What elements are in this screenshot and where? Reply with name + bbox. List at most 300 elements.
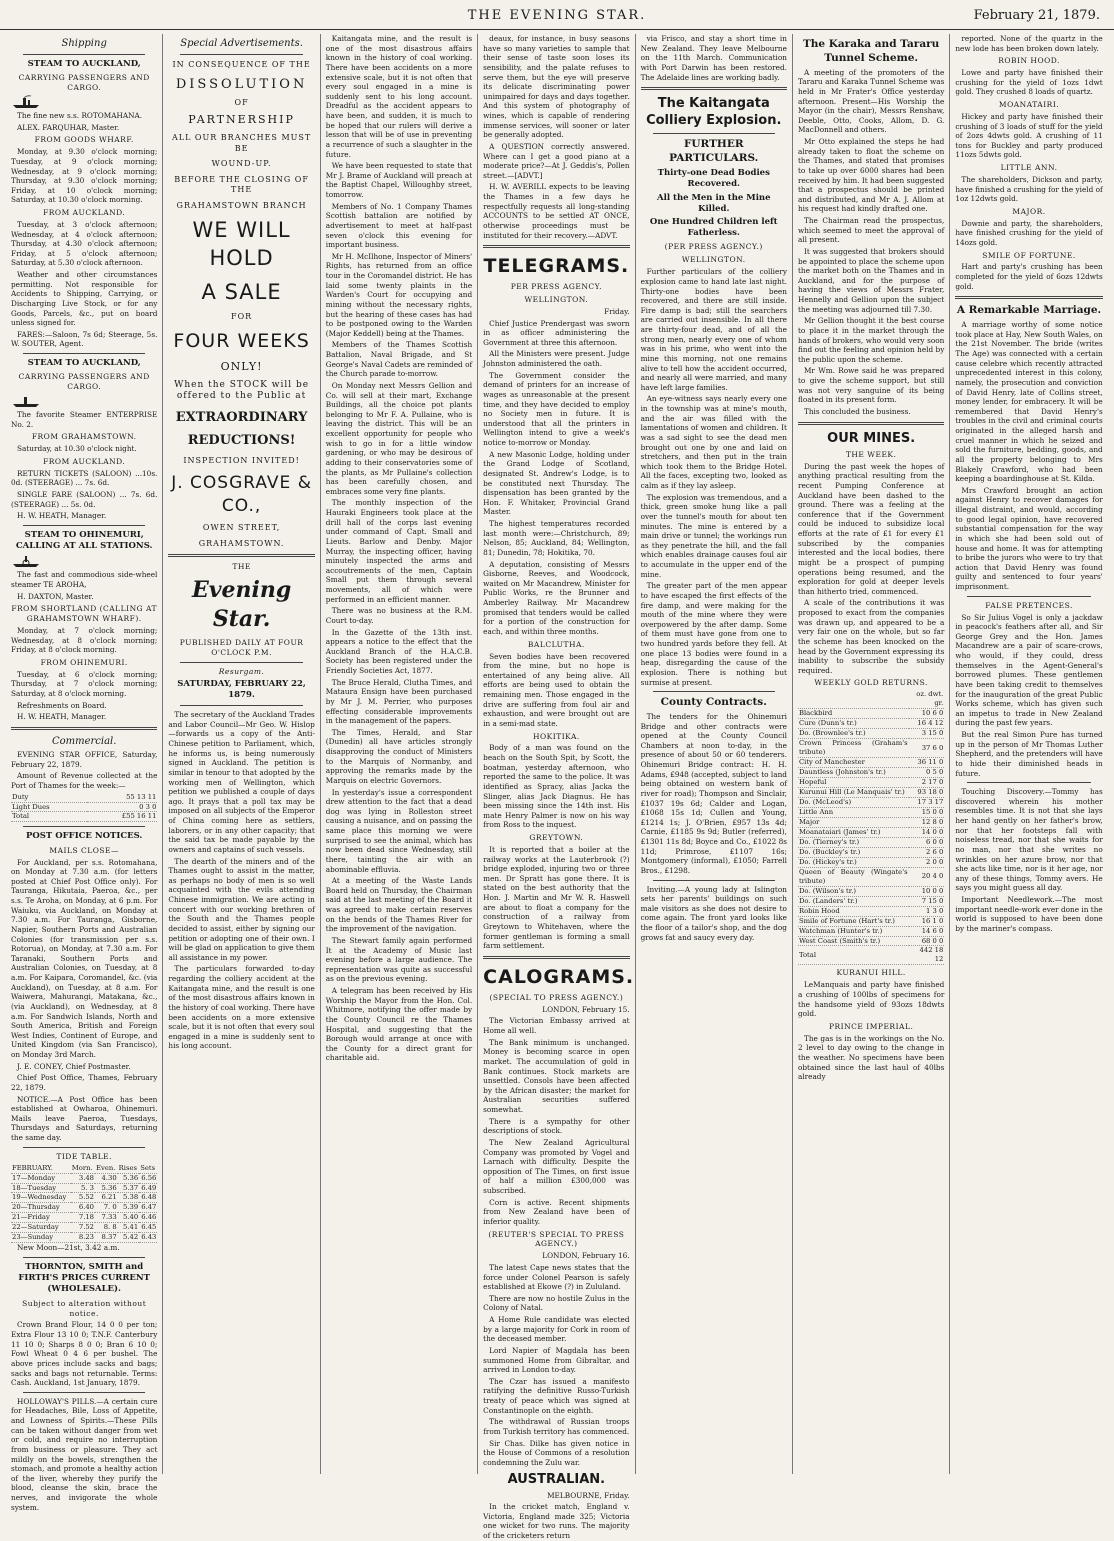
ad-from: FROM AUCKLAND. — [43, 208, 126, 218]
news-paragraph: Downie and party, the shareholders, have finished crushing for the yield of 14ozs gold. — [955, 218, 1103, 247]
divider — [483, 245, 629, 248]
news-paragraph: In the Gazette of the 13th inst. appears a notice to the effect that the Auckland Branch of the H.A.C.B. Society has been registered under the Friendly Societies Act, 1877. — [325, 627, 473, 675]
cable-item: Corn is active. Recent shipments from New Zealand have been of inferior quality. — [483, 1197, 630, 1226]
col-header: oz. dwt. gr. — [909, 690, 945, 708]
ad-times: Monday, at 7 o'clock morning; Wednesday, at 8 o'clock morning; Friday, at 8 o'clock morning. — [11, 625, 158, 655]
table-cell: 20—Thursday — [11, 1203, 71, 1213]
telegram-item: A deputation, consisting of Messrs Gisborne, Reeves, and Woodcock, waited on Mr Macandrew, Minister for Public Works, re the Brunner and Amberley Railway. Mr Macandrew promised that tenders would be called for a portion of the construction for each, and within three months. — [483, 559, 630, 636]
telegram-item: All the Ministers were present. Judge Johnston administered the oath. — [483, 349, 630, 369]
mine-name: Dauntless (Johnston's tr.) — [798, 768, 909, 778]
telegrams-heading: TELEGRAMS. — [483, 255, 630, 278]
table-row — [798, 739, 944, 758]
row-value: 442 18 12 — [909, 946, 945, 965]
divider — [967, 782, 1090, 783]
cable-item: There are now no hostile Zulus in the Colony of Natal. — [483, 1293, 630, 1313]
table-row — [798, 916, 944, 926]
mine-name: Major — [798, 817, 909, 827]
table-row — [798, 797, 944, 807]
ad-line: EXTRAORDINARY — [175, 410, 308, 426]
table-row — [11, 1233, 157, 1243]
cable-item: Sir Chas. Dilke has given notice in the House of Commons of a resolution condemning the Zulu war. — [483, 1438, 630, 1467]
news-paragraph: A marriage worthy of some notice took place at Hay, New South Wales, on the 21st November. The bride (writes The Age) was connected with a certain cause celebre which recently attracted unprecedented interest in this colony, namely, the prosecution and conviction of David Henry, late of Collins street, money lender, for embracery. It will be remembered that David Henry's troubles in the civil and criminal courts originated in the alleged harsh and cruel manner in which he seized and sold the furniture, bedding, goods, and all the property belonging to Mrs Blakely Crawford, who had been keeping a boardinghouse at St. Kilda. — [955, 320, 1103, 484]
telegrams-place: WELLINGTON. — [524, 295, 589, 305]
ad-head: STEAM TO AUCKLAND, — [27, 59, 141, 70]
mine-name: Kurunui Hill (Le Manquais' tr.) — [798, 787, 909, 797]
ad-line: REDUCTIONS! — [187, 433, 296, 449]
table-cell: 5.39 — [118, 1203, 140, 1213]
col-header: FEBRUARY. — [11, 1164, 71, 1173]
telegrams-day: Friday. — [604, 306, 630, 316]
ad-line: BEFORE THE CLOSING OF THE — [174, 174, 309, 195]
table-row — [798, 847, 944, 857]
news-paragraph: deaux, for instance, in busy seasons have so many varieties to sample that their sense of taste soon loses its sensibility, and the palate refuses to serve them, but the eye will preserve its delicate discriminating power unimpaired for days and days together. And this system of photography of wines, which is capable of rendering immense services, will sooner or later be generally adopted. — [483, 34, 630, 140]
table-cell: 7. 0 — [95, 1203, 118, 1213]
telegram-item: The highest temperatures recorded last month were:—Christchurch, 89; Nelson, 85; Auckland, 84; Wellington, 81; Dunedin, 78; Hokitika, 70. — [483, 519, 630, 557]
col-header: Rises — [118, 1164, 140, 1173]
table-cell: 8. 8 — [95, 1223, 118, 1233]
table-cell: 5.38 — [118, 1193, 140, 1203]
page-header — [0, 0, 1114, 30]
ad-line: WE WILL HOLD — [192, 218, 291, 270]
news-paragraph: Mrs Crawford brought an action against Henry to recover damages for illegal distraint, and would, according to good legal opinion, have recovered substantial compensation for the way in which she had been sold out of house and home. It was for attempting to bribe the jurors who were to try that action that David Henry was found guilty and sentenced to four years' imprisonment. — [955, 485, 1103, 592]
divider — [168, 554, 314, 557]
kaitangata-heading: The Kaitangata Colliery Explosion. — [646, 96, 782, 129]
news-paragraph: The greater part of the men appear to have escaped the first effects of the fire damp, and were making for the mouth of the mine where they were overpowered by the after damp. Some of them must have gone from one to two hundred yards before they fell. At one place 13 bodies were found in a heap, disregarding the cause of the explosion. There is nothing but surmise at present. — [640, 581, 787, 687]
column-3 — [321, 34, 478, 1474]
ad-master: ALEX. FARQUHAR, Master. — [17, 122, 120, 132]
table-cell: 7.52 — [71, 1223, 95, 1233]
table-cell: 17—Monday — [11, 1173, 71, 1183]
table-cell: 5.40 — [118, 1213, 140, 1223]
paddle-steamer-icon — [11, 554, 41, 568]
special-ads-heading: Special Advertisements. — [180, 38, 303, 49]
tide-moon: New Moon—21st, 3.42 a.m. — [17, 1243, 120, 1253]
table-row — [11, 1223, 157, 1233]
cable-item: The withdrawal of Russian troops from Turkish territory has commenced. — [483, 1417, 630, 1436]
gold-table — [798, 690, 944, 965]
ad-ship: The favorite Steamer ENTERPRISE No. 2. — [11, 410, 158, 429]
ad-from: FROM AUCKLAND. — [43, 456, 126, 466]
mine-name: West Coast (Smith's tr.) — [798, 936, 909, 946]
cable-item: The New Zealand Agricultural Company was promoted by Vogel and Larnach with difficulty. Despite the opposition of The Times, on first issue of half a million £300,000 was subscribed. — [483, 1137, 630, 1195]
ad-line: DISSOLUTION — [175, 76, 308, 92]
ad-line: A SALE — [201, 279, 282, 304]
cable-item: A Home Rule candidate was elected by a large majority for Cork in room of the deceased member. — [483, 1315, 630, 1344]
news-paragraph: Important Needlework.—The most important needle-work ever done in the world is supposed to have been done by the mariner's compass. — [955, 895, 1103, 933]
mine-heading: MAJOR. — [1012, 206, 1046, 216]
ad-line: GRAHAMSTOWN BRANCH — [176, 200, 307, 210]
shipping-ad-rotomahana — [11, 59, 157, 349]
col-header — [798, 690, 909, 708]
shipping-ad-enterprise — [11, 358, 157, 521]
news-paragraph: It was suggested that brokers should be appointed to place the scheme upon the market both on the Thames and in Auckland, and for the purpose of having the views of Messrs Frater, Hennelly and Gellion upon the subject the meeting was adjourned till 7.30. — [797, 246, 945, 314]
holloway-ad: HOLLOWAY'S PILLS.—A certain cure for Headaches, Bile, Loss of Appetite, and Lowness of Spirits.—These Pills can be taken without danger from wet or cold, and require no interruption from business or pleasure. They act mildly on the bowels, strengthen the stomach, and promote a healthy action of the liver, whereby they purify the blood, cleanse the skin, brace the nerves, and invigorate the whole system. — [11, 1396, 158, 1512]
gold-yield: 2 6 0 — [909, 847, 945, 857]
post-sign2: Chief Post Office, Thames, February 22, 1879. — [11, 1073, 158, 1092]
ad-line: OF — [234, 97, 249, 107]
table-cell: 7.33 — [95, 1213, 118, 1223]
leader-paragraph: The dearth of the miners and of the Thames ought to assist in the matter, as perhaps no body of men is so well acquainted with the evils attending Chinese immigration. We are acting in concert with our working brethren of the South and the Thames people decided to assist, either by signing our petition or adopting one of their own. I will be glad on application to give them all assistance in my power. — [168, 856, 315, 962]
news-paragraph: An eye-witness says nearly every one in the township was at mine's mouth, and the air was filled with the lamentations of women and children. It was a sad sight to see the dead men brought out one by one and laid on stretchers, and then put in the train which took them to the Bridge Hotel. All the faces, excepting two, looked as calm as if they lay asleep. — [640, 394, 787, 490]
newspaper-columns — [6, 34, 1108, 1541]
table-cell: 6.49 — [139, 1183, 157, 1193]
news-paragraph: Mr H. McIlhone, Inspector of Miners' Rights, has returned from an office tour in the Coromandel district. He has laid some twenty plaints in the Warden's Court for occupying and mining without the necessary rights, but the hearing of these cases has had to be postponed owing to the Warden (Major Keddell) being at the Thames. — [325, 251, 473, 338]
news-paragraph: A meeting of the promoters of the Tararu and Karaka Tunnel Scheme was held in Mr Frater's Office yesterday afternoon. Present—His Worship the Mayor (in the chair), Messrs Renshaw, Deeble, Otto, Cooks, Allom, D. G. MacDonnell and others. — [797, 67, 945, 135]
star-motto: Resurgam. — [218, 666, 265, 676]
mine-name: Do. (Buckley's tr.) — [798, 847, 909, 857]
table-cell: 6.47 — [139, 1203, 157, 1213]
mine-name: Queen of Beauty (Wingate's tribute) — [798, 867, 908, 885]
steamship-icon — [11, 394, 41, 408]
australian-heading: AUSTRALIAN. — [507, 1472, 606, 1488]
steamship-icon — [11, 95, 41, 109]
mine-heading: ROBIN HOOD. — [998, 56, 1060, 66]
news-paragraph: During the past week the hopes of anything practical resulting from the recent Pumping Conference at Auckland have been dashed to the ground. There was a feeling at the conference that if the Government could be induced to subsidize local efforts at the rate of £1 for every £1 subscribed by the companies interested and the local bodies, there might be a prospect of pumping operations being resumed, and the exploration for gold at deeper levels than hitherto tried, commenced. — [797, 461, 945, 596]
news-paragraph: The Stewart family again performed It at the Academy of Music last evening before a large audience. The representation was quite as successful as on the previous evening. — [325, 935, 473, 984]
divider — [23, 1392, 145, 1393]
table-row — [798, 758, 944, 768]
table-cell: 5.42 — [118, 1233, 140, 1243]
news-paragraph: The shareholders, Dickson and party, have finished a crushing for the yield of 1oz 12dwts gold. — [955, 174, 1103, 204]
divider — [967, 596, 1090, 597]
news-paragraph: The monthly inspection of the Hauraki Engineers took place at the drill hall of the corps last evening under command of Capt. Small and Lieuts. Barlow and Denby. Major Murray, the inspecting officer, having minutely inspected the arms and accoutrements of the men, Captain Small put them through several movements, all of which were performed in an efficient manner. — [325, 498, 473, 604]
table-cell: 3.48 — [71, 1173, 95, 1183]
table-cell: 23—Sunday — [11, 1233, 71, 1243]
table-cell: 6.40 — [71, 1203, 95, 1213]
post-sign: J. E. CONEY, Chief Postmaster. — [17, 1061, 131, 1071]
telegram-item: The Government consider the demand of printers for an increase of wages as unreasonable at the present time, and they have decided to employ no Society men in future. It is understood that all the printers in Wellington intend to give a week's notice to-morrow or Monday. — [483, 370, 630, 448]
table-row — [11, 1183, 157, 1193]
news-paragraph: Members of the Thames Scottish Battalion, Naval Brigade, and St George's Naval Cadets are reminded of the Church parade to-morrow. — [325, 340, 473, 379]
post-body: For Auckland, per s.s. Rotomahana, on Monday at 7.30 a.m. (for letters posted at Chief Post Office only). For Tauranga, Hikutaia, Paeroa, &c., per s.s. Te Aroha, on Monday, at 6 p.m. For Waiuku, via Auckland, on Monday at 7.30 a.m. For Tauranga, Gisborne, Napier, Southern Ports and Australian Colonies (for transmission per s.s. Rotorua), on Monday, at 7.30 a.m. For Taranaki, Southern Ports and Australian Colonies, on Tuesday, at 8 a.m. For Kaipara, Coromandel, &c. (via Auckland), on Tuesday, at 8 a.m. For Waiwera, Mahurangi, Matakana, &c., (via Auckland), on Wednesday, at 8 a.m. For Sandwich Islands, North and South America, British and Foreign West Indies, Continent of Europe, and United Kingdom (via San Francisco), on Monday 3rd March. — [11, 857, 158, 1060]
row-label: Duty — [11, 793, 87, 802]
news-paragraph: Mr Wm. Rowe said he was prepared to give the scheme support, but still was not very sanguine of its being floated in its present form. — [797, 366, 945, 405]
ad-from: FROM GOODS WHARF. — [34, 135, 134, 145]
news-paragraph: Further particulars of the colliery explosion came to hand late last night. Thirty-one bodies have been recovered, and there are still inside. Fire damp is bad; still the searchers are carried out insensible. In all there are thirty-four dead, and of all the strong men, nearly every one of whom was in his prime, who went into the mine this morning, not one remains alive to tell how the accident occurred, and nearly all were married, and many have left large families. — [640, 267, 787, 392]
kaitangata-per: (PER PRESS AGENCY.) — [664, 242, 763, 252]
gold-yield: 7 15 0 — [909, 896, 945, 906]
table-row — [798, 867, 944, 886]
table-cell: 5.37 — [118, 1183, 140, 1193]
leader-paragraph: The secretary of the Auckland Trades and Labor Council—Mr Geo. W. Hislop—forwards us a copy of the Anti-Chinese petition to Parliament, which, he informs us, is being numerously signed in Auckland. The petition is similar in tenour to that adopted by the working men of Wellington, which petition we published a couple of days ago. It prays that a poll tax may be imposed on all subjects of the Emperor of China coming here as settlers, laborers, or in any other capacity; that the said tax be made payable by the owners and captains of such vessels. — [168, 710, 315, 854]
ad-master: H. DAXTON, Master. — [17, 591, 94, 601]
news-paragraph: Mr Gellion thought it the best course to place it in the market through the hands of brokers, who would very soon find out the feeling and opinion held by the public upon the scheme. — [797, 316, 945, 364]
divider — [23, 826, 145, 827]
news-paragraph: At a meeting of the Waste Lands Board held on Thursday, the Chairman said at the last meeting of the Board it was agreed to make certain reserves on the bends of the Thames River for the improvement of the navigation. — [325, 876, 473, 934]
cable-item: In the cricket match, England v. Victoria, England made 325; Victoria one wicket for two runs. The majority of the cricketers return — [483, 1502, 630, 1541]
mine-name: Watchman (Hunter's tr.) — [798, 926, 909, 936]
calograms-heading: CALOGRAMS. — [483, 965, 635, 988]
news-paragraph: The tenders for the Ohinemuri Bridge and other contracts were opened at the County Council Chambers at noon to-day, in the presence of about 50 or 60 tenderers. Ohinemuri Bridge contract: H. H. Adams, £948 (accepted, subject to land being obtained on western bank of river for road); Thompson and Sinclair, £1037 19s 6d; Calder and Logan, £1068 15s 1d; Cullen and Young, £1214 1s; J. O'Brien, £957 13s 4d; Carnie, £1185 9s 9d; Butler (referred), £1301 11s 8d; Boyce and Co., £1022 8s 11d; Primrose, £1107 16s; Montgomery (informal), £1050; Farrell Bros., £1298. — [640, 711, 787, 875]
divider — [23, 353, 145, 354]
divider — [23, 54, 145, 55]
news-paragraph: LeManquais and party have finished a crushing of 100lbs of specimens for the handsome yield of 93ozs 18dwts gold. — [797, 980, 945, 1019]
row-label: Total — [798, 946, 909, 965]
telegram-item: It is reported that a boiler at the railway works at the Lauterbrook (?) bridge exploded, injuring two or three men. Dr Spratt has gone there. It is stated on the best authority that the Hon. J. Martin and Mr W. R. Haswell are about to float a company for the construction of a railway from Greytown to Whitehaven, where the former gentleman is forming a small farm settlement. — [483, 844, 630, 951]
row-value: £55 16 11 — [87, 812, 157, 822]
mine-name: City of Manchester — [798, 758, 909, 768]
ad-line: ONLY! — [220, 360, 263, 374]
table-cell: 6.43 — [139, 1233, 157, 1243]
ad-line: GRAHAMSTOWN. — [198, 538, 285, 548]
gold-yield: 3 15 0 — [909, 729, 945, 739]
row-label: Light Dues — [11, 802, 87, 812]
news-paragraph: Hickey and party have finished their crushing of 3 loads of stuff for the yield of 2ozs 4dwts gold. A crushing of 11 tons for Buckley and party produced 11ozs 5dwts gold. — [955, 111, 1103, 160]
news-paragraph: Lowe and party have finished their crushing for the yield of 1ozs 1dwt gold. They crushed 8 loads of quartz. — [955, 68, 1103, 97]
cable-item: Lord Napier of Magdala has been summoned Home from Gibraltar, and arrived in London to-day. — [483, 1345, 630, 1375]
mine-name: Little Ann — [798, 807, 909, 817]
gold-yield: 68 0 0 — [909, 936, 945, 946]
table-cell: 6.56 — [139, 1173, 157, 1183]
ad-from: FROM SHORTLAND (CALLING AT GRAHAMSTOWN WHARF). — [11, 604, 158, 624]
news-paragraph: H. W. AVERILL expects to be leaving the Thames in a few days he respectfully requests all long-standing ACCOUNTS to be settled AT ONCE, otherwise proceedings must be instituted for their recovery.—ADVT. — [483, 182, 630, 240]
table-cell: 7.18 — [71, 1213, 95, 1223]
ad-return: RETURN TICKETS (SALOON) ...10s. 0d. (STEERAGE) ... 7s. 6d. — [11, 468, 158, 488]
table-row — [11, 1213, 157, 1223]
row-value: 0 3 0 — [87, 802, 157, 812]
commercial-heading: Commercial. — [51, 735, 117, 747]
ad-from: FROM OHINEMURI. — [40, 657, 128, 667]
divider — [798, 422, 944, 425]
table-row — [798, 837, 944, 847]
column-1 — [6, 34, 163, 1512]
ad-line: IN CONSEQUENCE OF THE — [172, 60, 311, 70]
telegram-item: Chief Justice Prendergast was sworn in as officer administering the Government at three this afternoon. — [483, 318, 630, 347]
table-cell: 5.52 — [71, 1193, 95, 1203]
news-paragraph: There was no business at the R.M. Court to-day. — [325, 606, 473, 625]
news-paragraph: Members of No. 1 Company Thames Scottish battalion are notified by advertisement to meet at half-past seven o'clock this evening for important business. — [325, 201, 473, 250]
star-the: THE — [232, 562, 251, 572]
ad-line: OWEN STREET, — [202, 523, 281, 533]
table-cell: 6.45 — [139, 1223, 157, 1233]
ad-times: Tuesday, at 6 o'clock morning; Thursday, at 7 o'clock morning; Saturday, at 8 o'clock morning. — [11, 669, 158, 698]
tide-rows — [11, 1173, 157, 1243]
table-row — [11, 812, 157, 822]
ad-sub: CARRYING PASSENGERS AND CARGO. — [18, 372, 150, 392]
kaitangata-sub: All the Men in the Mine Killed. — [657, 192, 771, 214]
false-pretences-heading: FALSE PRETENCES. — [985, 600, 1073, 610]
table-cell: 5.36 — [118, 1173, 140, 1183]
telegrams-place: GREYTOWN. — [529, 833, 584, 843]
news-paragraph: Kaitangata mine, and the result is one of the most disastrous affairs known in the history of coal working. There have been accidents on a more extensive scale, but it is not often that every soul engaged in a mine is suddenly sent to his long account. Dreadful as the accident appears to have been, and sudden, it is much to be hoped that our rulers will derive a lesson that will be of use in preventing a recurrence of such a slaughter in the future. — [325, 34, 473, 159]
mine-name: Hopeful — [798, 778, 909, 788]
kaitangata-sub: One Hundred Children left Fatherless. — [649, 217, 778, 239]
table-cell: 22—Saturday — [11, 1223, 71, 1233]
ad-times: Saturday, at 10.30 o'clock night. — [17, 444, 137, 454]
col-header: Even. — [95, 1164, 118, 1173]
mine-name: Do. (Landers' tr.) — [798, 896, 909, 906]
gold-yield: 14 0 0 — [909, 827, 945, 837]
col-header: Sets — [139, 1164, 157, 1173]
mine-heading: LITTLE ANN. — [1000, 163, 1058, 173]
ad-line: ALL OUR BRANCHES MUST BE — [171, 132, 312, 153]
gold-yield: 0 5 0 — [909, 768, 945, 778]
table-cell: 8.37 — [95, 1233, 118, 1243]
table-row — [798, 778, 944, 788]
prices-sub: Subject to alteration without notice. — [22, 1298, 147, 1318]
gold-yield: 2 17 0 — [909, 778, 945, 788]
telegrams-place: HOKITIKA. — [532, 731, 580, 741]
table-cell: 6.46 — [139, 1213, 157, 1223]
gold-yield: 6 0 0 — [909, 837, 945, 847]
col-header: Morn. — [71, 1164, 95, 1173]
table-row — [11, 1203, 157, 1213]
news-paragraph: On Monday next Messrs Gellion and Co. will sell at their mart, Exchange Buildings, all the choice pot plants belonging to Mr F. A. Pullaine, who is leaving the district. This will be an excellent opportunity for people who wish to go in for a little window gardening, or who may be desirous of adding to their conservatories some of the plants, as Mr Pullaine's collection has been carefully chosen, and embraces some very fine plants. — [325, 380, 473, 496]
news-paragraph: A telegram has been received by His Worship the Mayor from the Hon. Col. Whitmore, notifying the offer made by the County Council re the Thames Hospital, and suggesting that the Borough would arrange at once with the County for a direct grant for charitable aid. — [325, 986, 473, 1063]
mine-name: Cure (Dunn's tr.) — [798, 719, 909, 729]
prices-heading: THORNTON, SMITH and FIRTH'S PRICES CURRENT (WHOLESALE). — [18, 1261, 151, 1295]
row-label: Total — [11, 812, 87, 822]
mine-name: Do. (Brownlee's tr.) — [798, 729, 909, 739]
mine-heading: MOANATAIRI. — [998, 100, 1060, 110]
mine-heading: KURANUI HILL. — [836, 968, 906, 978]
column-7 — [950, 34, 1107, 1474]
table-cell: 5. 3 — [71, 1183, 95, 1193]
ad-fares: FARES:—Saloon, 7s 6d; Steerage, 5s. W. SOUTER, Agent. — [11, 329, 158, 349]
issue-date: February 21, 1879. — [973, 8, 1100, 23]
mine-heading: PRINCE IMPERIAL. — [828, 1021, 914, 1031]
mine-name: Do. (McLeod's) — [798, 797, 909, 807]
county-heading: County Contracts. — [660, 696, 767, 709]
ad-refresh: Refreshments on Board. — [17, 700, 107, 710]
table-row — [11, 793, 157, 802]
telegrams-place: BALCLUTHA. — [527, 639, 585, 649]
divider — [11, 727, 157, 730]
news-paragraph: But the real Simon Pure has turned up in the person of Mr Thomas Luther Shepherd, and the pretenders will have to hide their diminished heads in future. — [955, 730, 1103, 778]
divider — [653, 133, 775, 134]
star-date: SATURDAY, FEBRUARY 22, 1879. — [177, 678, 306, 700]
masthead: THE EVENING STAR. — [467, 8, 647, 23]
news-paragraph: So Sir Julius Vogel is only a jackdaw in peacock's feathers after all, and Sir George Grey and the Hon. James Macandrew are a pair of scare-crows, who would, if they could, dress themselves in the Agent-General's borrowed plumes. These gentlemen have been taking credit to themselves for the inauguration of the great Public Works scheme, which has given such an impetus to trade in New Zealand during the past few years. — [955, 612, 1103, 728]
telegrams-per: PER PRESS AGENCY. — [510, 282, 603, 292]
table-row — [798, 807, 944, 817]
table-cell: 5.36 — [95, 1183, 118, 1193]
ad-line: When the STOCK will be offered to the Public at — [174, 379, 310, 402]
ad-agent: H. W. HEATH, Manager. — [17, 712, 107, 722]
cable-item: The Bank minimum is unchanged. Money is becoming scarce in open market. The accumulation of gold in Bank continues. Stock markets are unsettled. Consols have been affected by the African disaster; the market for Australian securities suffered somewhat. — [483, 1037, 630, 1114]
gold-yield: 2 0 0 — [909, 857, 945, 867]
table-row — [798, 709, 944, 719]
table-row — [798, 857, 944, 867]
marriage-heading: A Remarkable Marriage. — [956, 304, 1102, 317]
revenue-table — [11, 793, 157, 823]
dateline: LONDON, February 15. — [542, 1004, 630, 1014]
gold-yield: 16 4 12 — [909, 719, 945, 729]
ad-note: Weather and other circumstances permitting. Not responsible for Accidents to Shipping, Carrying, or Discharging Live Stock, or for any Goods, Parcels, &c., put on board unless signed for. — [11, 270, 158, 328]
table-row — [798, 817, 944, 827]
prices-body: Crown Brand Flour, 14 0 0 per ton; Extra Flour 13 10 0; T.N.F. Canterbury 11 10 0; Sharps 8 0 0; Bran 6 10 0; Fowl Wheat 0 4 6 per bushel. The above prices include sacks and bags; sacks and bags not returnable. Terms: Cash. Auckland, 1st January, 1879. — [11, 1320, 158, 1388]
mines-sub: THE WEEK. — [845, 449, 897, 459]
table-row — [11, 1173, 157, 1183]
table-cell: 6.48 — [139, 1193, 157, 1203]
news-paragraph: This concluded the business. — [803, 406, 911, 416]
table-row — [798, 827, 944, 837]
table-row — [11, 1193, 157, 1203]
divider — [653, 880, 775, 881]
table-row — [798, 729, 944, 739]
news-paragraph: The gas is in the workings on the No. 2 level to day owing to the change in the weather. No specimens have been obtained since the last haul of 40lbs already — [797, 1033, 945, 1082]
news-paragraph: Hart and party's crushing has been completed for the yield of 6ozs 12dwts gold. — [955, 262, 1103, 291]
table-row-total — [798, 946, 944, 965]
mine-name: Blackbird — [798, 709, 909, 719]
divider — [180, 54, 302, 55]
news-paragraph: A scale of the contributions it was proposed to exact from the companies was drawn up, and appeared to be a very fair one on the whole, but so far the scheme has been knocked on the head by the Government expressing its inability to subscribe the subsidy required. — [797, 598, 945, 675]
calograms-reuter: (REUTER'S SPECIAL TO PRESS AGENCY.) — [488, 1229, 625, 1249]
cable-item: The latest Cape news states that the force under Colonel Pearson is safely established at Ekowe (?) in Zululand. — [483, 1262, 630, 1292]
post-office-heading: POST OFFICE NOTICES. — [26, 831, 143, 842]
divider — [180, 705, 302, 706]
gold-yield: 14 6 0 — [909, 926, 945, 936]
news-paragraph: The explosion was tremendous, and a thick, green smoke hung like a pall over the tunnel's mouth for about ten minutes. The mine is entered by a main drive or tunnel; the workings run as they penetrate the hill, and the fall which enables drainage causes foul air to accumulate in the upper end of the mine. — [640, 492, 787, 579]
commercial-intro: Amount of Revenue collected at the Port of Thames for the week:— — [11, 771, 158, 790]
ad-ship: The fast and commodious side-wheel steamer TE AROHA, — [11, 570, 158, 589]
table-row — [798, 787, 944, 797]
table-cell: 21—Friday — [11, 1213, 71, 1223]
ad-sub: CARRYING PASSENGERS AND CARGO. — [18, 73, 150, 93]
gold-yield: 10 6 0 — [909, 709, 945, 719]
shipping-heading: Shipping — [61, 38, 107, 49]
news-paragraph: Mr Otto explained the steps he had already taken to float the scheme on the Thames, and stated that promises to take up over 6000 shares had been received by him. It had been suggested that a prospectus should be printed and distributed, and Mr A. J. Allom at his request had kindly drafted one. — [797, 137, 945, 214]
table-cell: 18—Tuesday — [11, 1183, 71, 1193]
tide-heading: TIDE TABLE. — [56, 1151, 113, 1161]
star-title: Evening Star. — [191, 577, 292, 633]
gold-yield: 12 8 0 — [909, 817, 945, 827]
calograms-sub: (SPECIAL TO PRESS AGENCY.) — [489, 992, 624, 1002]
table-row — [798, 768, 944, 778]
news-paragraph: The Bruce Herald, Clutha Times, and Mataura Ensign have been purchased by Mr J. M. Perrier, who purposes effecting considerable improvements in the management of the papers. — [325, 677, 473, 726]
gold-yield: 15 0 0 — [909, 807, 945, 817]
ad-line: INSPECTION INVITED! — [183, 455, 300, 465]
mine-name: Do. (Wilson's tr.) — [798, 886, 909, 896]
cable-item: There is a sympathy for other descriptions of stock. — [483, 1116, 630, 1136]
ad-times: Monday, at 9.30 o'clock morning; Tuesday, at 9 o'clock morning; Wednesday, at 9 o'clock morning; Thursday, at 9.30 o'clock morning; Friday, at 10 o'clock morning; Saturday, at 10.30 o'clock morning. — [11, 147, 158, 205]
mines-heading: OUR MINES. — [827, 430, 916, 446]
ad-agent: H. W. HEATH, Manager. — [17, 511, 107, 521]
table-row — [798, 886, 944, 896]
divider — [641, 87, 787, 90]
ad-times: Tuesday, at 3 o'clock afternoon; Wednesday, at 4 o'clock afternoon; Thursday, at 4.30 o'clock afternoon; Friday, at 5 o'clock afternoon; Saturday, at 5.30 o'clock afternoon. — [11, 219, 158, 268]
karaka-heading: The Karaka and Tararu Tunnel Scheme. — [802, 38, 940, 64]
table-row — [11, 802, 157, 812]
ad-head: STEAM TO AUCKLAND, — [27, 358, 141, 369]
column-4 — [478, 34, 635, 1541]
divider — [955, 296, 1102, 299]
news-paragraph: In yesterday's issue a correspondent drew attention to the fact that a dead dog was lying in Rolleston street causing a nuisance, and on passing the same place this morning we were surprised to see the animal, which has now been dead since Wednesday, still there, tainting the air with an abominable effluvia. — [325, 787, 473, 874]
column-2 — [163, 34, 320, 1474]
mine-name: Smile of Fortune (Hart's tr.) — [798, 916, 909, 926]
table-header — [798, 690, 944, 708]
gold-yield: 36 11 0 — [909, 758, 945, 768]
mine-name: Crown Princess (Graham's tribute) — [798, 739, 908, 757]
mine-name: Do. (Tierney's tr.) — [798, 837, 909, 847]
divider — [23, 1147, 145, 1148]
divider — [180, 662, 302, 663]
mine-name: Moanataiari (James' tr.) — [798, 827, 909, 837]
table-row — [798, 896, 944, 906]
dateline: LONDON, February 16. — [542, 1251, 630, 1261]
gold-yield: 37 6 0 — [909, 739, 945, 758]
table-row — [798, 936, 944, 946]
column-5 — [636, 34, 793, 1474]
cable-item: The Victorian Embassy arrived at Home all well. — [483, 1016, 630, 1035]
news-paragraph: We have been requested to state that Mr J. Brame of Auckland will preach at the Baptist Chapel, Willoughby street, tomorrow. — [325, 161, 473, 199]
leader-paragraph: The particulars forwarded to-day regarding the colliery accident at the Kaitangata mine, and the result is one of the most disastrous affairs known in the history of coal working. There have been accidents on a more extensive scale, but it is not often that every soul engaged in a mine is suddenly sent to his long account. — [168, 964, 315, 1051]
dateline: MELBOURNE, Friday. — [547, 1490, 630, 1500]
table-cell: 5.41 — [118, 1223, 140, 1233]
kaitangata-sub: FURTHER PARTICULARS. — [669, 138, 759, 165]
post-notice: NOTICE.—A Post Office has been established at Owharoa, Ohinemuri. Mails leave Paeroa, Tuesdays, Thursdays and Saturdays, returning the same day. — [11, 1094, 158, 1143]
telegram-item: Seven bodies have been recovered from the mine, but no hope is entertained of any being alive. All efforts are being used to obtain the remaining men. Those engaged in the drive are suffering from foul air and exhaustion, and were brought out are in a semi-mad state. — [483, 651, 630, 728]
